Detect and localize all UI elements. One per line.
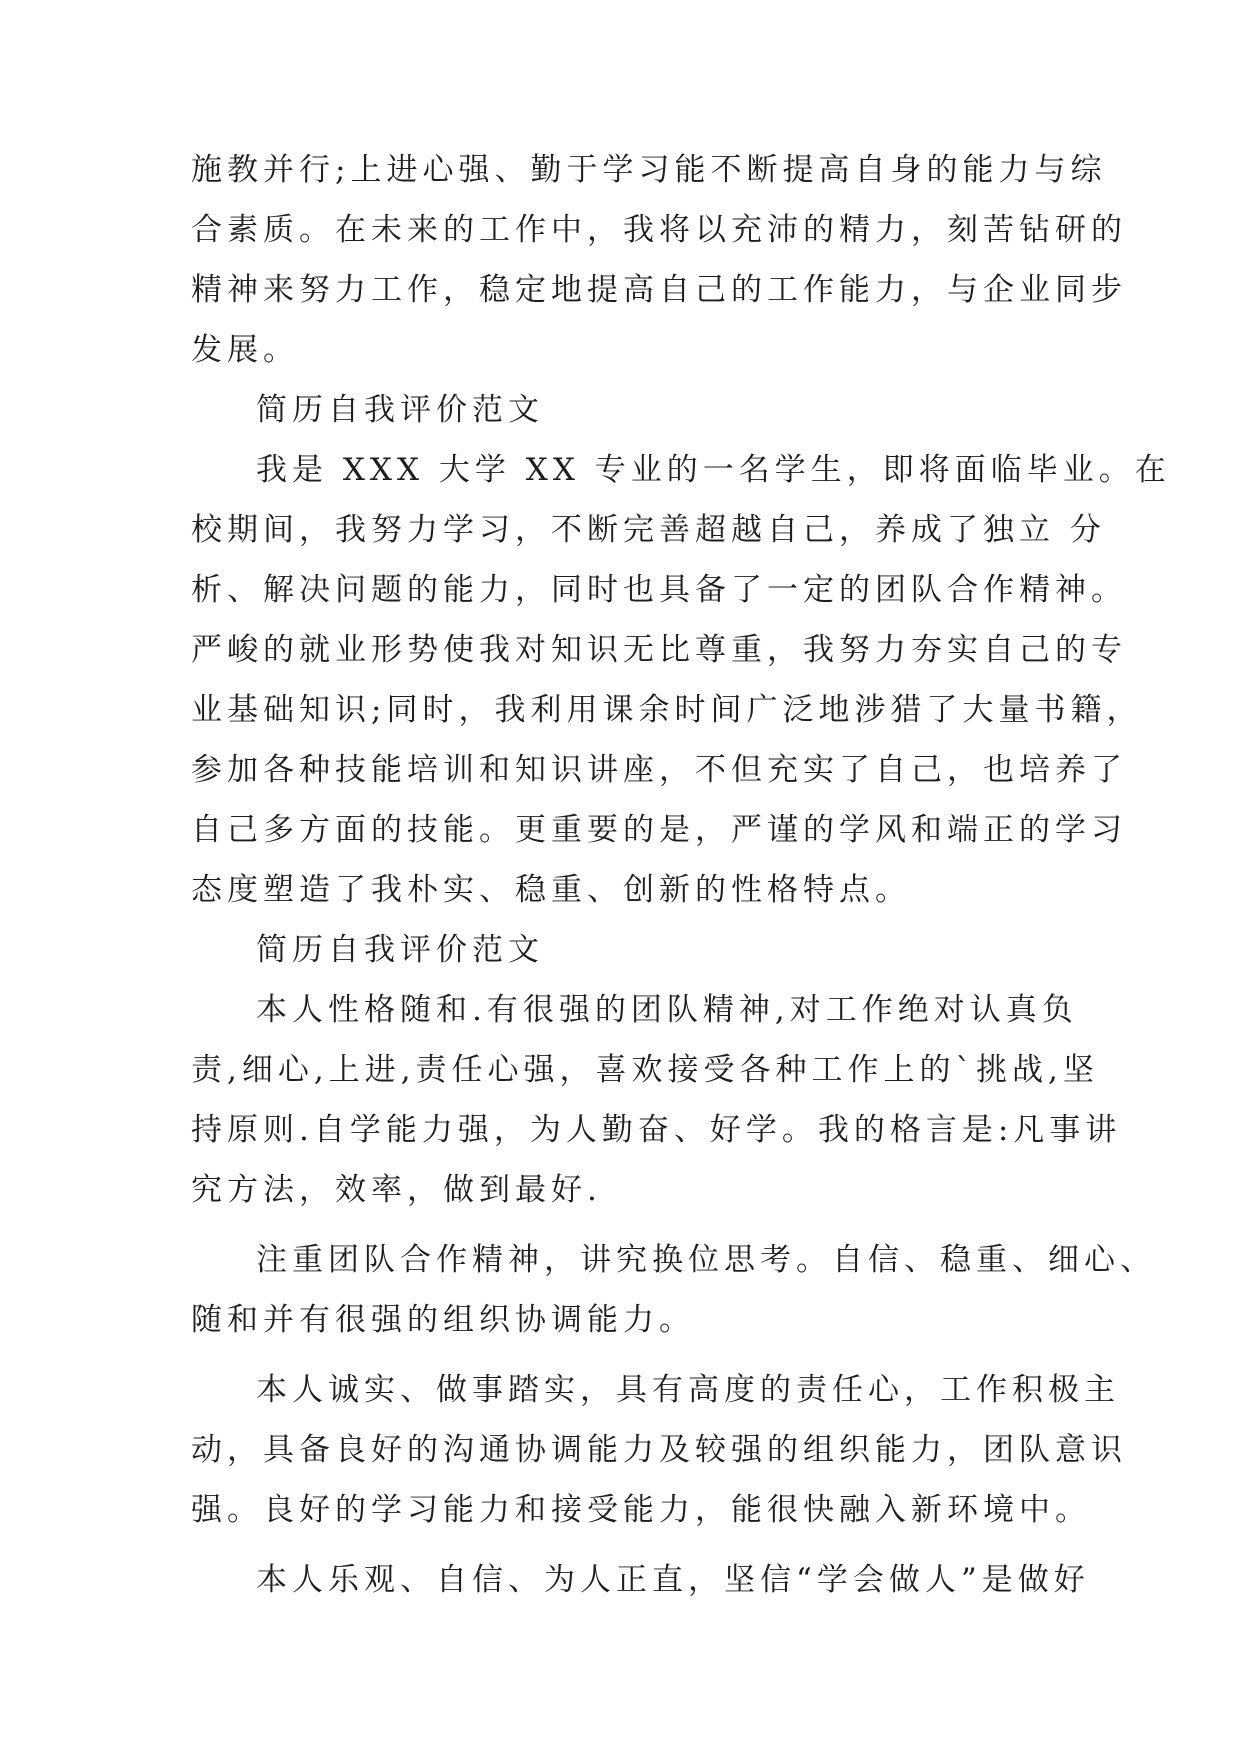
text-line: 本人性格随和.有很强的团队精神,对工作绝对认真负 bbox=[256, 992, 1078, 1028]
section-heading: 简历自我评价范文 bbox=[256, 392, 544, 428]
text-line: 究方法，效率，做到最好. bbox=[191, 1172, 602, 1208]
text-line: 强。良好的学习能力和接受能力，能很快融入新环境中。 bbox=[191, 1492, 1091, 1528]
text-line: 业基础知识;同时，我利用课余时间广泛地涉猎了大量书籍， bbox=[191, 692, 1143, 728]
text-line: 校期间，我努力学习，不断完善超越自己，养成了独立 分 bbox=[191, 512, 1106, 548]
text-line: 本人乐观、自信、为人正直，坚信“学会做人”是做好 bbox=[256, 1562, 1090, 1598]
text-line: 精神来努力工作，稳定地提高自己的工作能力，与企业同步 bbox=[191, 272, 1127, 308]
text-line: 自己多方面的技能。更重要的是，严谨的学风和端正的学习 bbox=[191, 812, 1127, 848]
text-line: 本人诚实、做事踏实，具有高度的责任心，工作积极主 bbox=[256, 1372, 1120, 1408]
text-line: 参加各种技能培训和知识讲座，不但充实了自己，也培养了 bbox=[191, 752, 1127, 788]
text-line: 发展。 bbox=[191, 332, 299, 368]
text-line: 责,细心,上进,责任心强，喜欢接受各种工作上的`挑战,坚 bbox=[191, 1052, 1099, 1088]
text-line: 合素质。在未来的工作中，我将以充沛的精力，刻苦钻研的 bbox=[191, 212, 1127, 248]
text-line: 析、解决问题的能力，同时也具备了一定的团队合作精神。 bbox=[191, 572, 1127, 608]
text-line: 我是 XXX 大学 XX 专业的一名学生，即将面临毕业。在 bbox=[256, 452, 1171, 488]
text-line: 严峻的就业形势使我对知识无比尊重，我努力夯实自己的专 bbox=[191, 632, 1127, 668]
text-line: 注重团队合作精神，讲究换位思考。自信、稳重、细心、 bbox=[256, 1242, 1156, 1278]
text-line: 随和并有很强的组织协调能力。 bbox=[191, 1302, 695, 1338]
text-line: 施教并行;上进心强、勤于学习能不断提高自身的能力与综 bbox=[191, 152, 1107, 188]
text-line: 态度塑造了我朴实、稳重、创新的性格特点。 bbox=[191, 872, 911, 908]
text-line: 持原则.自学能力强，为人勤奋、好学。我的格言是:凡事讲 bbox=[191, 1112, 1122, 1148]
text-line: 动，具备良好的沟通协调能力及较强的组织能力，团队意识 bbox=[191, 1432, 1127, 1468]
section-heading: 简历自我评价范文 bbox=[256, 932, 544, 968]
